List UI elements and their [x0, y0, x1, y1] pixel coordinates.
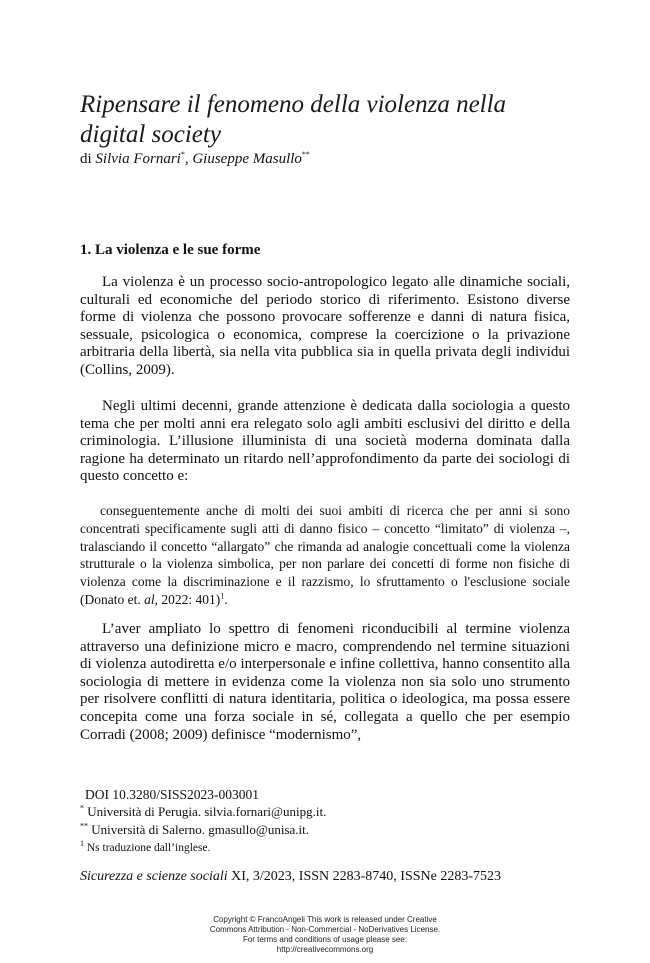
footnote-text-2: Università di Salerno. gmasullo@unisa.it.	[88, 822, 310, 837]
body-paragraph-1: La violenza è un processo socio-antropologico legato alle dinamiche sociali, culturali ed economiche del periodo storico di riferimento. Esistono diverse forme di violenza che possono provocare sofferenze e danni di natura fisica, sessuale, psicologica o economica, comprese la coercizione o la privazione arbitraria della libertà, sia nella vita pubblica sia in quella privata degli individui (Collins, 2009).	[80, 274, 570, 378]
footnote-ref-1: 1	[220, 591, 225, 601]
license-link[interactable]: http://creativecommons.org	[276, 945, 374, 954]
footnote-text-1: Università di Perugia. silvia.fornari@unipg.it.	[84, 804, 327, 819]
body-paragraph-3: L’aver ampliato lo spettro di fenomeni riconducibili al termine violenza attraverso una definizione micro e macro, comprendendo nel termine situazioni di violenza autodiretta e/o interpersonale e infine collettiva, hanno consentito alla sociologia di mettere in evidenza come la violenza non sia solo uno strumento per risolvere conflitti di natura identitaria, politica o ideologica, ma possa essere concepita come una forza sociale in sé, collegata a quello che per esempio Corradi (2008; 2009) definisce “modernismo”,	[80, 621, 570, 743]
footnote-affiliation-2	[80, 822, 309, 838]
quote-italic: al	[144, 591, 155, 607]
author-2: Giuseppe Masullo	[192, 151, 302, 167]
journal-name: Sicurezza e scienze sociali	[80, 869, 228, 884]
quote-period: .	[224, 591, 228, 607]
author-separator: ,	[184, 151, 193, 167]
footnote-translation	[80, 840, 210, 856]
doi: DOI 10.3280/SISS2023-003001	[85, 787, 260, 802]
author-prefix: di	[80, 151, 96, 167]
block-quote	[80, 502, 570, 609]
author-2-mark: **	[301, 150, 310, 159]
license-notice	[190, 915, 460, 955]
section-heading: 1. La violenza e le sue forme	[80, 242, 261, 258]
author-1-mark: *	[180, 150, 185, 159]
journal-details: XI, 3/2023, ISSN 2283-8740, ISSNe 2283-7523	[227, 869, 502, 884]
license-line-1: Copyright © FrancoAngeli This work is released under Creative	[213, 915, 437, 924]
article-title: Ripensare il fenomeno della violenza nella digital society	[80, 91, 507, 148]
footnote-text-3: Ns traduzione dall’inglese.	[84, 842, 211, 854]
footnote-mark-3: 1	[80, 839, 84, 849]
footnote-mark-1: *	[80, 803, 84, 813]
author-1: Silvia Fornari	[95, 151, 181, 167]
footnote-affiliation-1	[80, 804, 326, 820]
quote-text: conseguentemente anche di molti dei suoi ambiti di ricerca che per anni si sono concentrati specificamente sugli atti di danno fisico – concetto “limitato” di violenza –, tralasciando il concetto “allargato” che rimanda ad analogie concettuali come la violenza strutturale o la violenza simbolica, per non parlare dei concetti di forme non fisiche di violenza come la discriminazione e il razzismo, lo sfruttamento o l'esclusione sociale (Donato et.	[80, 503, 570, 607]
journal-line	[80, 869, 501, 885]
footnote-mark-2: **	[80, 821, 88, 831]
license-line-2: Commons Attribution - Non-Commercial - NoDerivatives License.	[209, 925, 441, 934]
body-paragraph-2: Negli ultimi decenni, grande attenzione è dedicata dalla sociologia a questo tema che per molti anni era relegato solo agli ambiti esclusivi del diritto e della criminologia. L’illusione illuminista di una società moderna dominata dalla ragione ha determinato un ritardo nell’approfondimento da parte dei sociologi di questo concetto e:	[80, 398, 570, 485]
license-line-3: For terms and conditions of usage please see:	[242, 935, 408, 944]
author-line	[80, 150, 310, 168]
quote-end: , 2022: 401)	[154, 591, 221, 607]
